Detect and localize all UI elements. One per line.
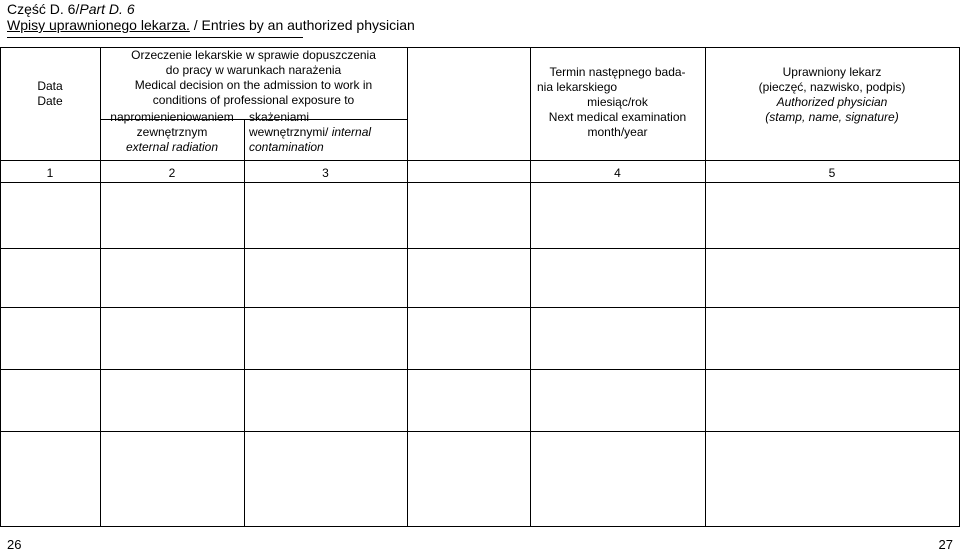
- date-label-en: Date: [37, 94, 63, 108]
- internal-line-en-inline: internal: [331, 125, 372, 139]
- column-divider: [407, 47, 408, 527]
- physician-line-en: (stamp, name, signature): [765, 110, 899, 124]
- physician-line: (pieczęć, nazwisko, podpis): [758, 80, 906, 94]
- next-exam-line: Termin następnego bada-: [549, 65, 686, 79]
- part-heading-pl: Część D. 6/: [7, 1, 80, 17]
- column-number-1: 1: [46, 166, 54, 180]
- column-number-2: 2: [168, 166, 176, 180]
- internal-line-pl1: skażeniami: [249, 110, 310, 124]
- table-row: [0, 248, 960, 249]
- section-heading: [7, 17, 415, 33]
- section-heading-en: Entries by an authorized physician: [201, 17, 415, 33]
- internal-line-pl2: wewnętrznymi/: [249, 125, 332, 139]
- column-number-5: 5: [828, 166, 836, 180]
- date-column-header: [0, 79, 100, 109]
- external-line-pl2: zewnętrznym: [136, 125, 208, 139]
- internal-line-mixed: [249, 125, 407, 140]
- heading-underline: [7, 37, 303, 38]
- decision-line: Medical decision on the admission to work in: [134, 78, 373, 92]
- decision-column-header: [100, 48, 407, 108]
- column-number-3: 3: [322, 166, 329, 180]
- header-bottom-line: [0, 160, 960, 161]
- part-heading: [7, 1, 135, 17]
- decision-line: Orzeczenie lekarskie w sprawie dopuszczenia: [131, 48, 376, 62]
- section-heading-separator: /: [189, 17, 202, 33]
- table-row: [0, 431, 960, 432]
- date-label-pl: Data: [37, 79, 63, 93]
- next-examination-header: [530, 65, 705, 140]
- external-line-pl1: napromienieniowaniem: [110, 110, 234, 124]
- decision-line: conditions of professional exposure to: [152, 93, 355, 107]
- internal-line-en: contamination: [249, 140, 324, 154]
- physician-line: Uprawniony lekarz: [782, 65, 882, 79]
- table-border-bottom: [0, 526, 960, 527]
- next-exam-line: miesiąc/rok: [587, 95, 648, 109]
- table-row: [0, 369, 960, 370]
- table-border-left: [0, 47, 1, 527]
- entries-table: [0, 47, 960, 527]
- section-heading-pl: Wpisy uprawnionego lekarza.: [7, 17, 190, 33]
- next-exam-line: Next medical examination: [548, 110, 687, 124]
- column-number-4: 4: [614, 166, 621, 180]
- next-exam-line: month/year: [587, 125, 648, 139]
- internal-contamination-header: [249, 110, 407, 155]
- physician-line-en: Authorized physician: [776, 95, 888, 109]
- column-divider: [244, 119, 245, 527]
- table-row: [0, 307, 960, 308]
- page-number-left: 26: [7, 537, 22, 552]
- page-number-right: 27: [938, 537, 953, 552]
- external-radiation-header: [100, 110, 244, 155]
- number-row-line: [0, 182, 960, 183]
- next-exam-line: nia lekarskiego: [537, 80, 618, 94]
- decision-line: do pracy w warunkach narażenia: [165, 63, 342, 77]
- part-heading-en: Part D. 6: [79, 1, 135, 17]
- external-line-en: external radiation: [125, 140, 219, 154]
- physician-column-header: [705, 65, 959, 125]
